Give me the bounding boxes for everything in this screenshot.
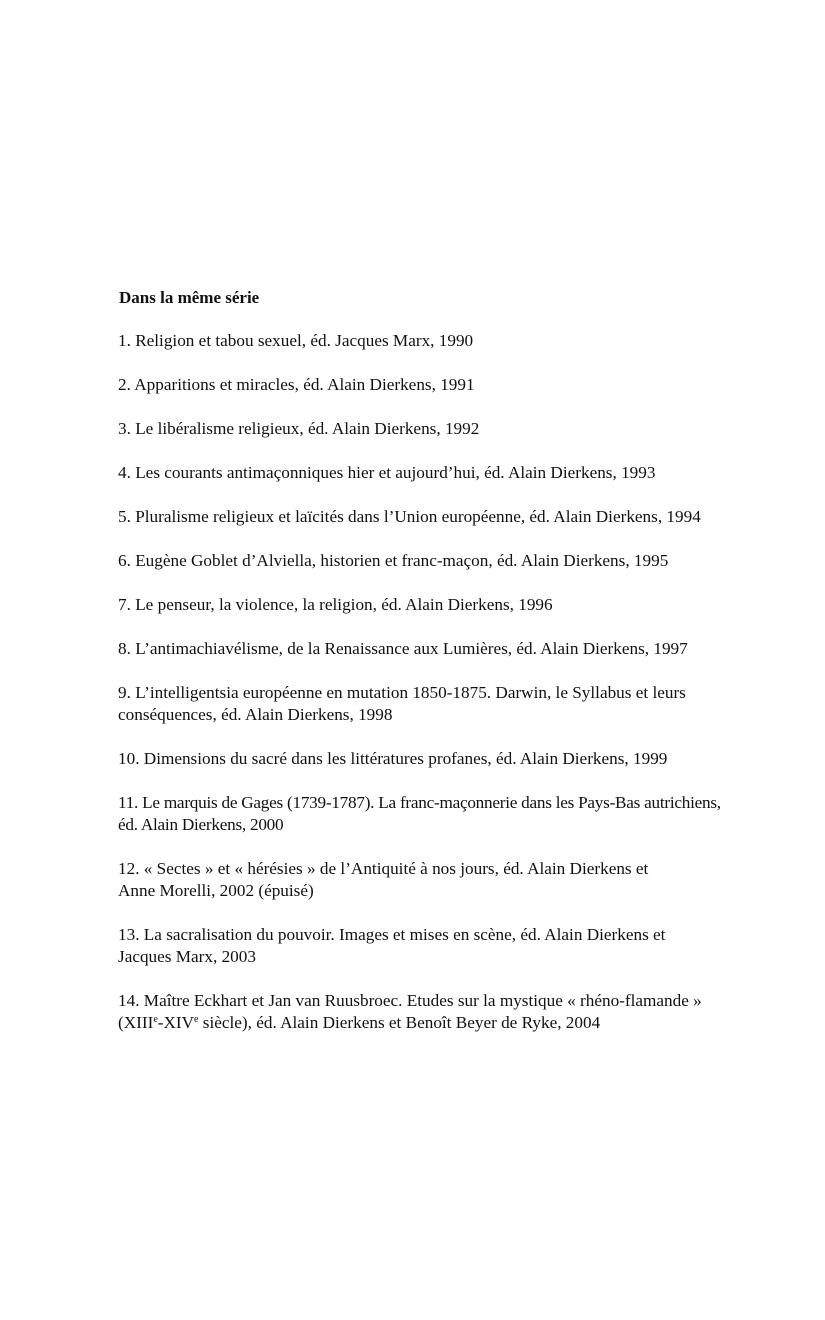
item-text: 5. Pluralisme religieux et laïcités dans l’Union européenne, éd. Alain Dierkens, 1994 xyxy=(118,507,701,526)
item-text: 13. La sacralisation du pouvoir. Images et mises en scène, éd. Alain Dierkens et xyxy=(118,925,666,944)
item-text: 12. « Sectes » et « hérésies » de l’Antiquité à nos jours, éd. Alain Dierkens et xyxy=(118,859,649,878)
item-text: 4. Les courants antimaçonniques hier et aujourd’hui, éd. Alain Dierkens, 1993 xyxy=(118,463,656,482)
list-item xyxy=(118,748,823,770)
century-rest: siècle), éd. Alain Dierkens et Benoît Beyer de Ryke, 2004 xyxy=(198,1013,601,1032)
item-text: 11. Le marquis de Gages (1739-1787). La franc-maçonnerie dans les Pays-Bas autrichiens, xyxy=(118,793,721,812)
item-text-continued: Jacques Marx, 2003 xyxy=(118,947,256,966)
century-dash: -XIV xyxy=(157,1013,195,1032)
item-text: 3. Le libéralisme religieux, éd. Alain Dierkens, 1992 xyxy=(118,419,480,438)
list-item xyxy=(118,858,823,902)
item-text: 8. L’antimachiavélisme, de la Renaissance aux Lumières, éd. Alain Dierkens, 1997 xyxy=(118,639,688,658)
list-item xyxy=(118,792,823,836)
item-text-continued: éd. Alain Dierkens, 2000 xyxy=(118,815,284,834)
item-text: 10. Dimensions du sacré dans les littératures profanes, éd. Alain Dierkens, 1999 xyxy=(118,749,668,768)
list-item xyxy=(118,330,823,352)
list-item xyxy=(118,462,823,484)
item-text: 7. Le penseur, la violence, la religion, éd. Alain Dierkens, 1996 xyxy=(118,595,553,614)
list-item xyxy=(118,418,823,440)
list-item xyxy=(118,506,823,528)
list-item xyxy=(118,990,823,1034)
list-item xyxy=(118,374,823,396)
superscript-e: e xyxy=(153,1014,158,1025)
item-text: 9. L’intelligentsia européenne en mutation 1850-1875. Darwin, le Syllabus et leurs xyxy=(118,683,686,702)
item-text: 2. Apparitions et miracles, éd. Alain Dierkens, 1991 xyxy=(118,375,475,394)
item-text-continued xyxy=(118,1012,823,1034)
superscript-e: e xyxy=(194,1014,199,1025)
item-text: 1. Religion et tabou sexuel, éd. Jacques Marx, 1990 xyxy=(118,331,474,350)
list-item xyxy=(118,682,823,726)
list-item xyxy=(118,638,823,660)
list-item xyxy=(118,550,823,572)
list-item xyxy=(118,594,823,616)
item-text: 14. Maître Eckhart et Jan van Ruusbroec. Etudes sur la mystique « rhéno-flamande » xyxy=(118,991,702,1010)
list-item xyxy=(118,924,823,968)
century-open: (XIII xyxy=(118,1013,154,1032)
item-text-continued: conséquences, éd. Alain Dierkens, 1998 xyxy=(118,705,393,724)
item-text: 6. Eugène Goblet d’Alviella, historien et franc-maçon, éd. Alain Dierkens, 1995 xyxy=(118,551,669,570)
series-list xyxy=(118,330,823,1056)
item-text-continued: Anne Morelli, 2002 (épuisé) xyxy=(118,881,314,900)
series-heading: Dans la même série xyxy=(119,288,260,307)
